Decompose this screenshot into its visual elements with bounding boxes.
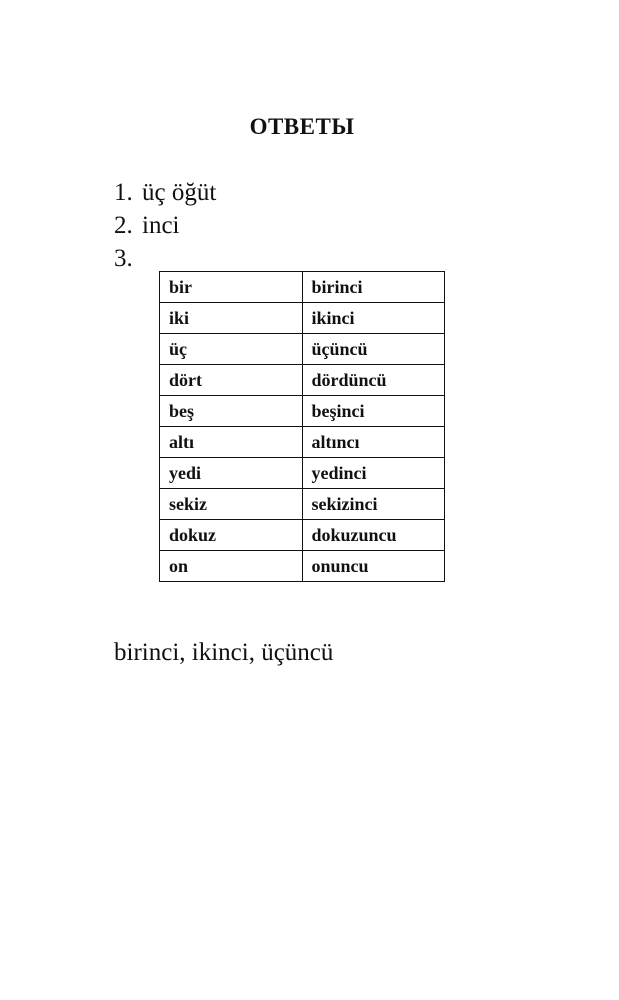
answer-text: inci <box>142 212 180 239</box>
numerals-table <box>159 271 445 582</box>
ordinal-cell: altıncı <box>302 427 445 458</box>
cardinal-cell: bir <box>160 272 303 303</box>
answer-text: üç öğüt <box>142 179 217 206</box>
answer-item <box>114 209 216 242</box>
ordinal-cell: yedinci <box>302 458 445 489</box>
table-row <box>160 303 445 334</box>
cardinal-cell: on <box>160 551 303 582</box>
answer-number: 1. <box>114 179 133 206</box>
page-title: ОТВЕТЫ <box>249 114 355 139</box>
table-row <box>160 551 445 582</box>
table-row <box>160 272 445 303</box>
ordinal-cell: beşinci <box>302 396 445 427</box>
cardinal-cell: beş <box>160 396 303 427</box>
table-row <box>160 396 445 427</box>
cardinal-cell: dokuz <box>160 520 303 551</box>
ordinal-cell: üçüncü <box>302 334 445 365</box>
table-row <box>160 334 445 365</box>
table-row <box>160 427 445 458</box>
cardinal-cell: üç <box>160 334 303 365</box>
ordinal-cell: onuncu <box>302 551 445 582</box>
table-row <box>160 520 445 551</box>
ordinal-cell: ikinci <box>302 303 445 334</box>
cardinal-cell: sekiz <box>160 489 303 520</box>
cardinal-cell: yedi <box>160 458 303 489</box>
ordinal-cell: sekizinci <box>302 489 445 520</box>
ordinal-cell: birinci <box>302 272 445 303</box>
cardinal-cell: dört <box>160 365 303 396</box>
final-answer-line: birinci, ikinci, üçüncü <box>114 639 334 666</box>
cardinal-cell: altı <box>160 427 303 458</box>
table-row <box>160 489 445 520</box>
cardinal-cell: iki <box>160 303 303 334</box>
answer-number: 2. <box>114 212 133 239</box>
answer-item <box>114 176 216 209</box>
table-row <box>160 365 445 396</box>
ordinal-cell: dokuzuncu <box>302 520 445 551</box>
table-row <box>160 458 445 489</box>
answer-list <box>114 176 216 275</box>
answer-number: 3. <box>114 245 133 272</box>
ordinal-cell: dördüncü <box>302 365 445 396</box>
